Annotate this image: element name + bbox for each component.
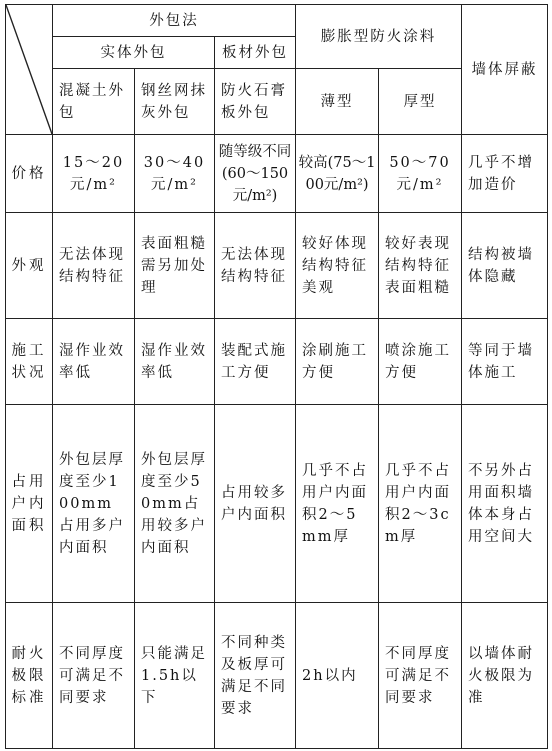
cell-price-thin: 较高(75～100元/m²) (296, 135, 379, 213)
cell-area-mesh: 外包层厚度至少50mm占用较多户内面积 (135, 405, 215, 603)
header-wall-shield: 墙体屏蔽 (462, 5, 548, 135)
cell-fire-mesh: 只能满足1.5h以下 (135, 603, 215, 749)
header-solid-wrap: 实体外包 (53, 37, 215, 69)
header-thick-type: 厚型 (379, 69, 462, 135)
cell-fire-concrete: 不同厚度可满足不同要求 (53, 603, 135, 749)
cell-construction-wall: 等同于墙体施工 (462, 319, 548, 405)
cell-appearance-wall: 结构被墙体隐藏 (462, 213, 548, 319)
table-row (6, 405, 548, 603)
table-row (6, 135, 548, 213)
cell-fire-gypsum: 不同种类及板厚可满足不同要求 (215, 603, 296, 749)
cell-price-gypsum: 随等级不同(60～150元/m²) (215, 135, 296, 213)
row-label-floor-area: 占用户内面积 (6, 405, 53, 603)
cell-construction-gypsum: 装配式施工方便 (215, 319, 296, 405)
row-label-construction: 施工状况 (6, 319, 53, 405)
table-row (6, 603, 548, 749)
header-mesh-plaster-wrap: 钢丝网抹灰外包 (135, 69, 215, 135)
cell-construction-concrete: 湿作业效率低 (53, 319, 135, 405)
cell-appearance-thick: 较好表现结构特征表面粗糙 (379, 213, 462, 319)
header-board-wrap: 板材外包 (215, 37, 296, 69)
table-row (6, 319, 548, 405)
cell-area-wall: 不另外占用面积墙体本身占用空间大 (462, 405, 548, 603)
cell-appearance-gypsum: 无法体现结构特征 (215, 213, 296, 319)
row-label-fire-rating: 耐火极限标准 (6, 603, 53, 749)
cell-price-wall: 几乎不增加造价 (462, 135, 548, 213)
cell-area-gypsum: 占用较多户内面积 (215, 405, 296, 603)
cell-fire-wall: 以墙体耐火极限为准 (462, 603, 548, 749)
corner-diagonal-cell (6, 5, 53, 135)
cell-price-thick: 50～70元/m² (379, 135, 462, 213)
cell-construction-thin: 涂刷施工方便 (296, 319, 379, 405)
cell-area-concrete: 外包层厚度至少100mm占用多户内面积 (53, 405, 135, 603)
header-concrete-wrap: 混凝土外包 (53, 69, 135, 135)
cell-construction-thick: 喷涂施工方便 (379, 319, 462, 405)
cell-appearance-concrete: 无法体现结构特征 (53, 213, 135, 319)
cell-price-concrete: 15～20元/m² (53, 135, 135, 213)
row-label-appearance: 外观 (6, 213, 53, 319)
row-label-price: 价格 (6, 135, 53, 213)
header-outer-wrap: 外包法 (53, 5, 296, 37)
cell-fire-thick: 不同厚度可满足不同要求 (379, 603, 462, 749)
diagonal-line (6, 5, 52, 134)
cell-appearance-mesh: 表面粗糙需另加处理 (135, 213, 215, 319)
cell-appearance-thin: 较好体现结构特征美观 (296, 213, 379, 319)
cell-construction-mesh: 湿作业效率低 (135, 319, 215, 405)
header-thin-type: 薄型 (296, 69, 379, 135)
header-gypsum-board-wrap: 防火石膏板外包 (215, 69, 296, 135)
table-row (6, 213, 548, 319)
cell-fire-thin: 2h以内 (296, 603, 379, 749)
cell-price-mesh: 30～40元/m² (135, 135, 215, 213)
cell-area-thick: 几乎不占用户内面积2～3cm厚 (379, 405, 462, 603)
comparison-table (5, 4, 548, 749)
cell-area-thin: 几乎不占用户内面积2～5mm厚 (296, 405, 379, 603)
header-intumescent-coating: 膨胀型防火涂料 (296, 5, 462, 69)
